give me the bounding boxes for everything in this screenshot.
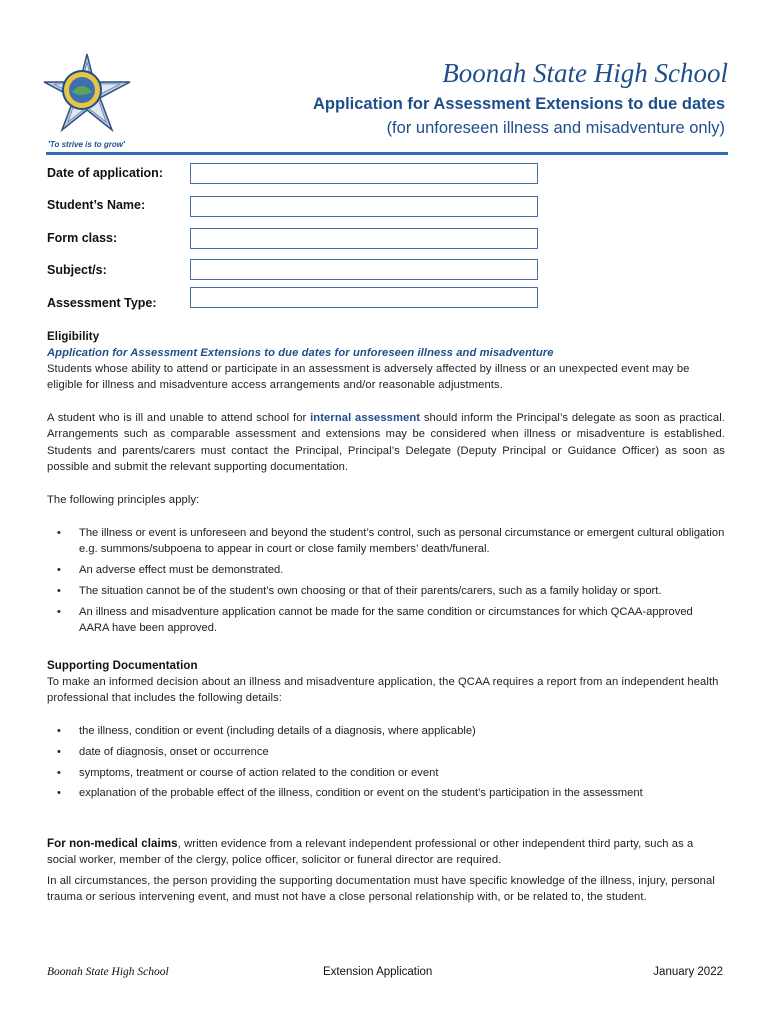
list-item: • The illness or event is unforeseen and beyond the student’s control, such as personal circumstance or emergent cultural obligation e.g. summons/subpoena to appear in court or close family members’ death/funeral. (47, 525, 725, 558)
supporting-intro: To make an informed decision about an illness and misadventure application, the QCAA requires a report from an independent health professional that includes the following details: (47, 676, 719, 705)
all-circumstances-paragraph: In all circumstances, the person providing the supporting documentation must have specific knowledge of the illness, injury, personal trauma or serious intervening event, and must not have a close personal relationship with, or be related to, the student. (47, 875, 715, 904)
form-class-field[interactable] (190, 228, 538, 249)
list-item: • An adverse effect must be demonstrated. (47, 562, 725, 578)
page-title: Application for Assessment Extensions to due dates (313, 95, 725, 113)
list-item: • The situation cannot be of the student’s own choosing or that of their parents/carers, such as a family holiday or sport. (47, 583, 725, 599)
non-medical-claims-text: , written evidence from a relevant independent professional or other independent third party, such as a social worker, member of the clergy, police officer, solicitor or funeral director are required. (47, 838, 694, 867)
non-medical-claims-paragraph (47, 836, 725, 869)
assessment-type-label: Assessment Type: (47, 296, 157, 310)
subjects-label: Subject/s: (47, 263, 107, 277)
assessment-type-field[interactable] (190, 287, 538, 308)
internal-assessment-emphasis: internal assessment (310, 412, 421, 424)
school-motto: 'To strive is to grow' (48, 140, 125, 149)
para-text-before: A student who is ill and unable to attend school for (47, 412, 311, 424)
eligibility-heading: Eligibility (47, 331, 100, 343)
list-item: • the illness, condition or event (including details of a diagnosis, where applicable) (47, 723, 725, 739)
subjects-field[interactable] (190, 259, 538, 280)
school-name: Boonah State High School (442, 58, 728, 88)
principles-intro: The following principles apply: (47, 494, 200, 506)
footer-document-name: Extension Application (323, 966, 433, 978)
eligibility-subheading: Application for Assessment Extensions to due dates for unforeseen illness and misadventure (47, 347, 554, 359)
date-of-application-field[interactable] (190, 163, 538, 184)
date-of-application-label: Date of application: (47, 166, 163, 180)
list-item: • date of diagnosis, onset or occurrence (47, 744, 725, 760)
school-crest-logo (42, 52, 132, 132)
non-medical-claims-bold: For non-medical claims (47, 838, 178, 850)
student-name-label: Student’s Name: (47, 198, 146, 212)
para-text-after: should inform the Principal’s delegate as soon as practical. Arrangements such as comparable assessment and extensions may be considered when illness or misadventure is established. Students and parents/carers must contact the Principal, Principal’s Delegate (Deputy Principal or Guidance Officer) as soon as possible and submit the relevant supporting documentation. (47, 412, 725, 473)
list-item: • An illness and misadventure application cannot be made for the same condition or circumstances for which QCAA-approved AARA have been approved. (47, 604, 725, 637)
eligibility-paragraph: Students whose ability to attend or participate in an assessment is adversely affected by illness or an unexpected event may be eligible for illness and misadventure access arrangements and/or reasonable adjustments. (47, 363, 690, 392)
list-item: • explanation of the probable effect of the illness, condition or event on the student’s participation in the assessment (47, 785, 725, 801)
form-class-label: Form class: (47, 231, 118, 245)
principles-list (47, 525, 725, 641)
internal-assessment-paragraph (47, 410, 725, 475)
details-list (47, 723, 725, 806)
page-subtitle: (for unforeseen illness and misadventure only) (386, 119, 725, 137)
supporting-documentation-heading: Supporting Documentation (47, 660, 198, 672)
list-item: • symptoms, treatment or course of action related to the condition or event (47, 765, 725, 781)
header-divider (46, 152, 728, 155)
footer-school-name: Boonah State High School (47, 966, 169, 978)
footer-date: January 2022 (653, 966, 723, 978)
student-name-field[interactable] (190, 196, 538, 217)
